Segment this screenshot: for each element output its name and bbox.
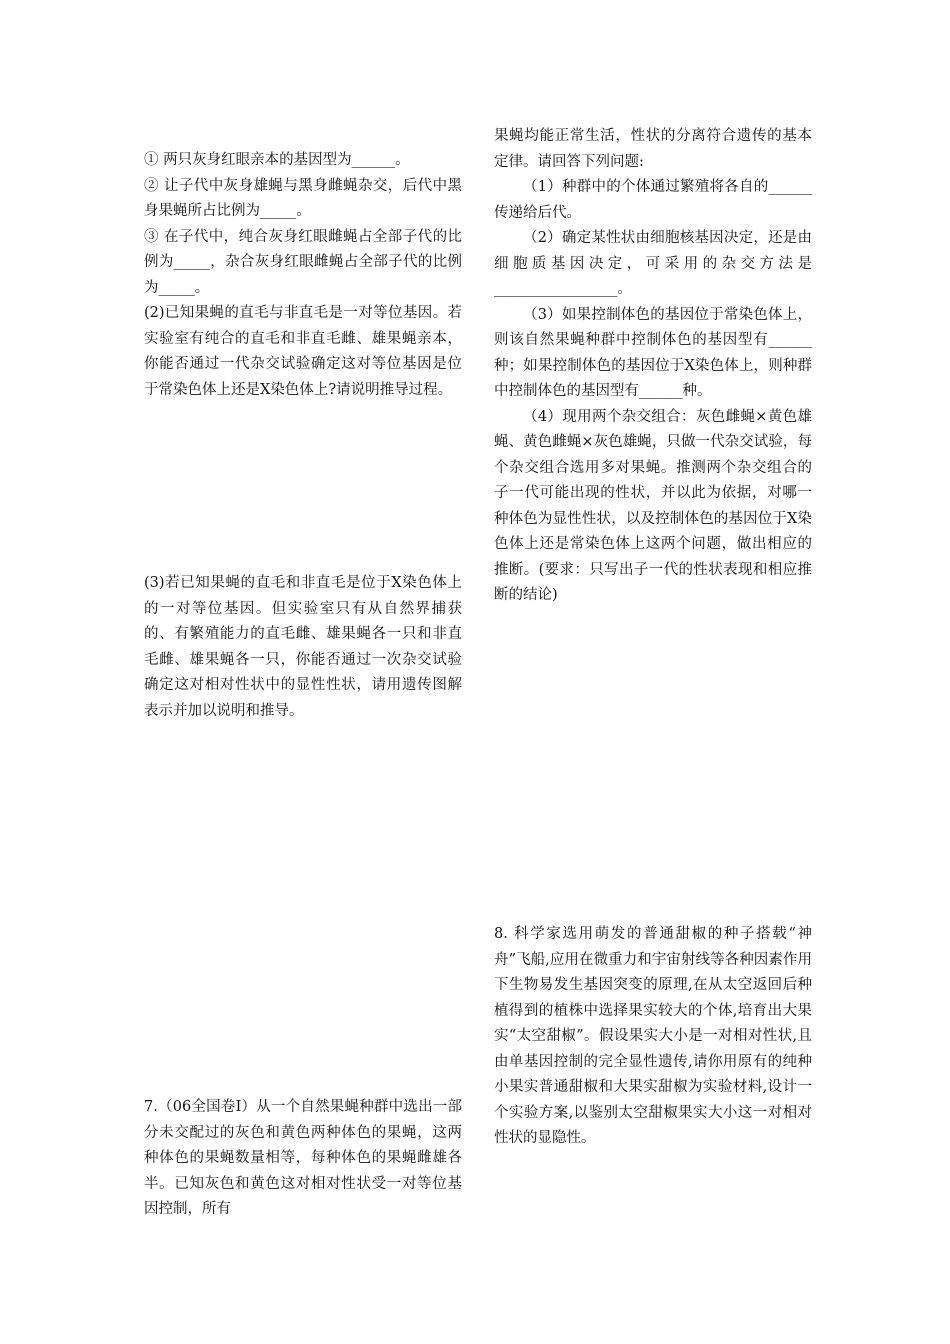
- question-7: 7.（06全国卷Ⅰ）从一个自然果蝇种群中选出一部分未交配过的灰色和黄色两种体色的果蝇，这两种体色的果蝇数量相等，每种体色的果蝇雌雄各半。已知灰色和黄色这对相对性状受一对等位基因控制，所有: [144, 1099, 462, 1217]
- question-2: (2)已知果蝇的直毛与非直毛是一对等位基因。若实验室有纯合的直毛和非直毛雌、雄果蝇亲本，你能否通过一代杂交试验确定这对等位基因是位于常染色体上还是X染色体上?请说明推导过程。: [144, 305, 462, 398]
- left-column-question-3: [144, 571, 462, 724]
- question-8: 8. 科学家选用萌发的普通甜椒的种子搭载“神舟”飞船,应用在微重力和宇宙射线等各种因素作用下生物易发生基因突变的原理,在从太空返回后种植得到的植株中选择果实较大的个体,培育出大果实“太空甜椒”。假设果实大小是一对相对性状,且由单基因控制的完全显性遗传,请你用原有的纯种小果实普通甜椒和大果实甜椒为实验材料,设计一个实验方案,以鉴别太空甜椒果实大小这一对相对性状的显隐性。: [494, 926, 812, 1146]
- question-part-1: ① 两只灰身红眼亲本的基因型为______。: [144, 152, 410, 168]
- question-part-3: ③ 在子代中，纯合灰身红眼雌蝇占全部子代的比例为_____，杂合灰身红眼雌蝇占全部子代的比例为_____。: [144, 228, 462, 296]
- left-column-top: [144, 148, 462, 403]
- question-3: (3)若已知果蝇的直毛和非直毛是位于X染色体上的一对等位基因。但实验室只有从自然界捕获的、有繁殖能力的直毛雌、雄果蝇各一只和非直毛雌、雄果蝇各一只，你能否通过一次杂交试验确定这对相对性状中的显性性状，请用遗传图解表示并加以说明和推导。: [144, 575, 462, 719]
- sub-question-1: （1）种群中的个体通过繁殖将各自的______传递给后代。: [494, 179, 812, 221]
- sub-question-3: （3）如果控制体色的基因位于常染色体上，则该自然果蝇种群中控制体色的基因型有______种；如果控制体色的基因位于X染色体上，则种群中控制体色的基因型有______种。: [494, 306, 812, 399]
- question-7-continued: 果蝇均能正常生活，性状的分离符合遗传的基本定律。请回答下列问题:: [494, 128, 812, 170]
- right-column-question-8: [494, 922, 812, 1152]
- question-part-2: ② 让子代中灰身雄蝇与黑身雌蝇杂交，后代中黑身果蝇所占比例为_____。: [144, 177, 462, 219]
- sub-question-4: （4）现用两个杂交组合：灰色雌蝇×黄色雄蝇、黄色雌蝇×灰色雄蝇，只做一代杂交试验，每个杂交组合选用多对果蝇。推测两个杂交组合的子一代可能出现的性状，并以此为依据，对哪一种体色为显性性状，以及控制体色的基因位于X染色体上还是常染色体上这两个问题，做出相应的推断。(要求：只写出子一代的性状表现和相应推断的结论): [494, 408, 812, 603]
- left-column-question-7: [144, 1095, 462, 1223]
- right-column-top: [494, 124, 812, 609]
- sub-question-2: （2）确定某性状由细胞核基因决定，还是由细胞质基因决定，可采用的杂交方法是_________________。: [494, 230, 812, 297]
